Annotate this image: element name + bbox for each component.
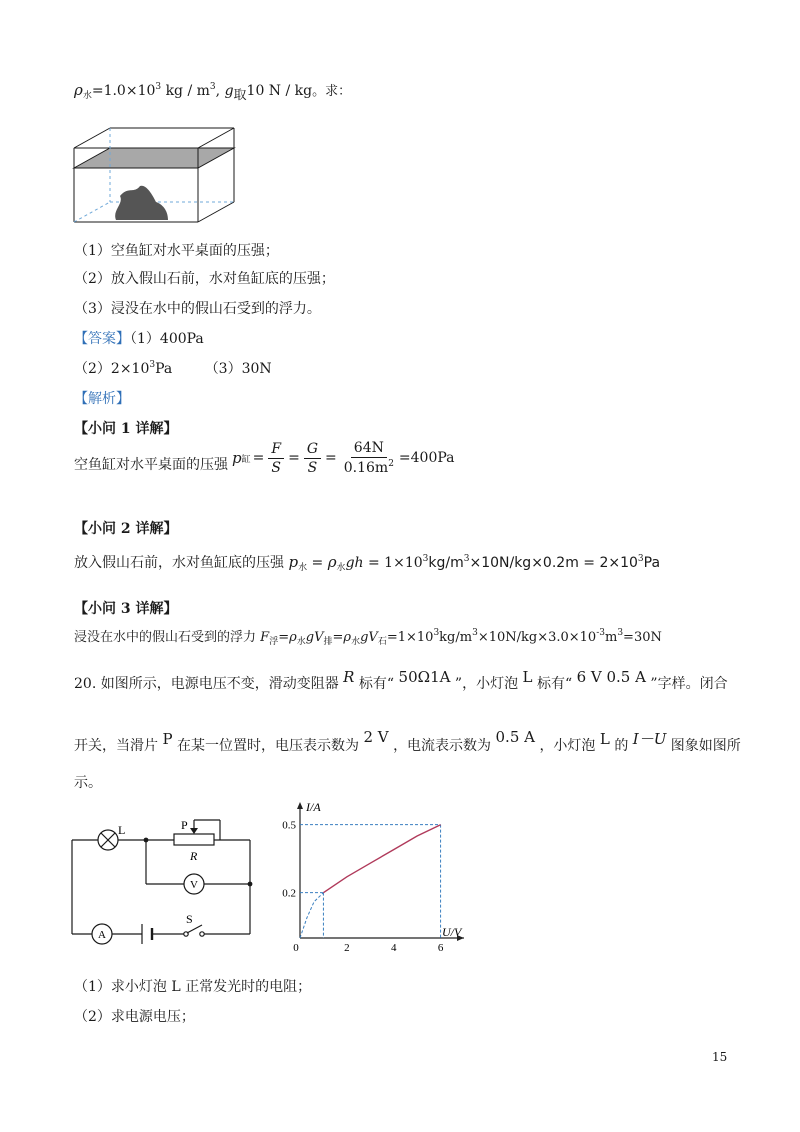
fish-tank-figure <box>72 124 242 228</box>
q20-question-2: （2）求电源电压； <box>74 1009 195 1025</box>
question-3: （3）浸没在水中的假山石受到的浮力。 <box>74 301 321 317</box>
slider-arrow <box>190 828 198 834</box>
x-tick-label: 2 <box>344 942 350 954</box>
origin-label: 0 <box>293 942 299 954</box>
curve-dashed <box>300 893 323 938</box>
q20-line3: 示。 <box>74 775 102 791</box>
lamp-symbol <box>98 830 118 850</box>
q20-question-1: （1）求小灯泡 L 正常发光时的电阻； <box>74 979 312 995</box>
y-axis-arrow <box>297 802 303 809</box>
x-tick-label: 4 <box>390 942 397 954</box>
sub1-header: 【小问 1 详解】 <box>74 421 178 437</box>
iu-curve <box>323 825 440 893</box>
x-tick-label: 6 <box>437 942 444 954</box>
rockery-shape <box>115 186 168 220</box>
rheostat-symbol <box>174 834 214 845</box>
question-1: （1）空鱼缸对水平桌面的压强； <box>74 243 279 259</box>
switch-symbol <box>184 925 204 936</box>
sub1-formula: 空鱼缸对水平桌面的压强 p 缸 = $\frac{F}{S}$ = $\frac{G}{S}$ = $\frac{64N}{0.16m^2}$ =400Pa <box>74 440 455 476</box>
sub2-formula: 放入假山石前，水对鱼缸底的压强 $p_水 = \rho_水gh = 1\times 10^3kg/m^3\times 10N/kg\times 0.2m = 2\times 10^3Pa$ <box>74 553 661 573</box>
sub3-header: 【小问 3 详解】 <box>74 601 178 617</box>
y-axis-label: I/A <box>306 800 321 814</box>
lamp-label: L <box>118 823 126 837</box>
answer-line: 【答案】（1）400Pa <box>74 331 204 347</box>
iu-chart <box>282 798 480 954</box>
question-2: （2）放入假山石前，水对鱼缸底的压强； <box>74 271 335 287</box>
q20-line1: 20. 如图所示，电源电压不变，滑动变阻器 R 标有“ 50Ω1A ”，小灯泡 L 标有“ 6 V 0.5 A ”字样。闭合 <box>74 668 728 692</box>
analysis-label: 【解析】 <box>74 391 130 407</box>
y-tick-label: 0.5 <box>282 819 296 832</box>
answer-line-2: $(2)2\times 10^3Pa$ （3）30N <box>74 360 272 377</box>
sub2-header: 【小问 2 详解】 <box>74 521 178 537</box>
given-line: $\rho_水=1.0\times 10^3$ kg / $m^3$, g取10 N / kg。求： <box>74 81 352 103</box>
slider-label: P <box>181 818 188 832</box>
water-surface <box>74 148 234 168</box>
sub3-formula: 浸没在水中的假山石受到的浮力 $F_浮=\rho_水gV_排=\rho_水gV_石=1\times 10^3kg/m^3\times 10N/kg\times 3.0\times 10^{-3}m^3=30N$ <box>74 628 662 647</box>
voltmeter-label: V <box>190 879 198 891</box>
switch-label: S <box>186 912 193 926</box>
circuit-diagram <box>70 812 270 948</box>
x-axis-label: U/V <box>442 925 462 939</box>
ammeter-label: A <box>98 929 106 941</box>
page-number: 15 <box>712 1050 728 1064</box>
y-tick-label: 0.2 <box>282 887 296 900</box>
rheostat-label: R <box>190 849 198 863</box>
answer-label: 【答案】 <box>74 331 130 347</box>
q20-line2: 开关，当滑片 P 在某一位置时，电压表示数为 2 V ，电流表示数为 0.5 A ，小灯泡 L 的 I－U 图象如图所 <box>74 728 741 754</box>
battery-symbol <box>142 924 152 944</box>
